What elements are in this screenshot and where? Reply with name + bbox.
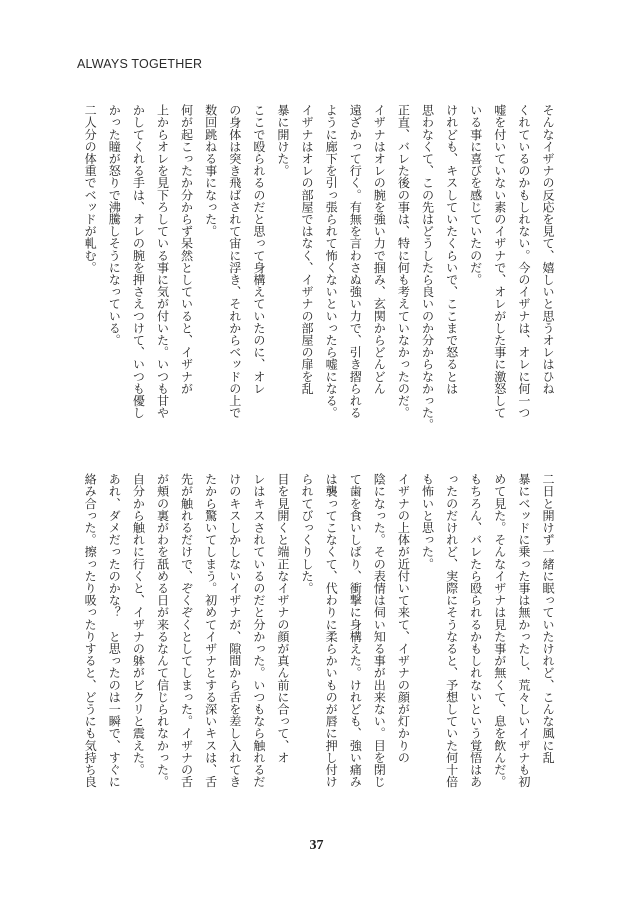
text-column: られてびっくりした。 [300, 473, 315, 594]
text-column: 嘘を付いていない素のイザナで、オレがした事に激怒して [492, 104, 507, 419]
text-column: 上からオレを見下ろしている事に気が付いた。いつも甘や [155, 104, 170, 419]
text-column: レはキスされているのだと分かった。いつもなら触れるだ [251, 473, 266, 788]
text-column: 二人分の体重でベッドが軋む。 [83, 104, 98, 274]
text-column: いる事に喜びを感じていたのだ。 [468, 104, 483, 286]
text-column: たから驚いてしまう。初めてイザナとする深いキスは、舌 [203, 473, 218, 788]
text-column: 思わなくて、この先はどうしたら良いのか分からなかった。 [420, 104, 435, 431]
text-column: 陰になった。その表情は伺い知る事が出来ない。目を閉じ [372, 473, 387, 788]
text-column: けれども、キスしていたくらいで、ここまで怒るとは [444, 104, 459, 395]
page-number: 37 [309, 838, 324, 853]
text-column: ここで殴られるのだと思って身構えていたのに、オレ [251, 104, 266, 395]
text-column: あれ、ダメだったのかな？ と思ったのは一瞬で、すぐに [107, 473, 122, 788]
text-column: イザナの上体が近付いて来て、イザナの顔が灯かりの [396, 473, 411, 764]
running-title: ALWAYS TOGETHER [77, 57, 203, 71]
text-column: かしてくれる手は、オレの腕を押さえつけて、いつも優し [131, 104, 146, 419]
text-column: 絡み合った。擦ったり吸ったりすると、どうにも気持ち良 [83, 473, 98, 788]
text-column: イザナはオレの腕を強い力で掴み、玄関からどんどん [372, 104, 387, 395]
text-column: 遠ざかって行く。有無を言わさぬ強い力で、引き摺られる [348, 104, 363, 419]
text-column: 二日と開けず一緒に眠っていたけれど、こんな風に乱 [541, 473, 555, 764]
text-column: 暴にベッドに乗った事は無かったし、荒々しいイザナも初 [516, 473, 531, 788]
text-column: ように廊下を引っ張られて怖くないといったら嘘になる。 [324, 104, 339, 419]
text-column: 先が触れるだけで、ぞくぞくとしてしまった。イザナの舌 [179, 473, 194, 788]
text-column: 数回跳ねる事になった。 [203, 104, 218, 238]
text-column: 正直、バレた後の事は、特に何も考えていなかったのだ。 [396, 104, 411, 419]
text-column: て歯を食いしばり、衝撃に身構えた。けれども、強い痛み [348, 473, 363, 788]
text-column: も怖いと思った。 [420, 473, 435, 570]
text-block-top [78, 104, 560, 444]
text-column: ったのだけれど、実際にそうなると、予想していた何十倍 [444, 473, 459, 788]
text-column: そんなイザナの反応を見て、嬉しいと思うオレはひね [541, 104, 555, 395]
text-column: が頬の裏がわを舐める日が来るなんて信じられなかった。 [155, 473, 170, 788]
text-column: もちろん、バレたら殴られるかもしれないという覚悟はあ [468, 473, 483, 788]
text-column: 自分から触れに行くと、イザナの躰がビクリと震えた。 [131, 473, 146, 776]
text-column: 何が起こったか分からず呆然としていると、イザナが [179, 104, 194, 395]
text-column: は襲ってこなくて、代わりに柔らかいものが唇に押し付け [324, 473, 339, 788]
text-column: 目を見開くと端正なイザナの顔が真ん前に合って、オ [275, 473, 290, 764]
text-column: 暴に開けた。 [275, 104, 290, 177]
text-column: くれているのかもしれない。今のイザナは、オレに何一つ [516, 104, 531, 419]
text-column: けのキスしかしないイザナが、隙間から舌を差し入れてき [227, 473, 242, 788]
text-column: めて見た。そんなイザナは見た事が無くて、息を飲んだ。 [492, 473, 507, 788]
text-column: イザナはオレの部屋ではなく、イザナの部屋の扉を乱 [300, 104, 315, 395]
text-column: かった瞳が怒りで沸騰しそうになっている。 [107, 104, 122, 346]
text-block-bottom [78, 473, 560, 811]
text-column: の身体は突き飛ばされて宙に浮き、それからベッドの上で [227, 104, 242, 419]
